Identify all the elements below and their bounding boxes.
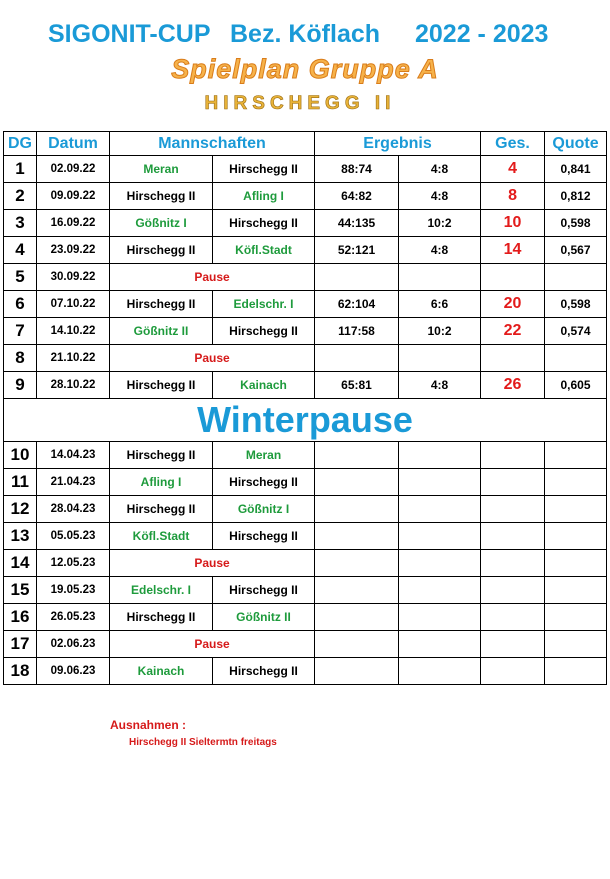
match-date: 09.09.22 (37, 183, 110, 210)
score-cell (315, 469, 399, 496)
table-row (4, 372, 607, 399)
score-cell (315, 631, 399, 658)
ges-cell (481, 264, 545, 291)
away-team: Afling I (213, 183, 315, 210)
table-row (4, 291, 607, 318)
ges-cell (481, 496, 545, 523)
home-team: Hirschegg II (110, 291, 213, 318)
round-number: 16 (4, 604, 37, 631)
round-number: 15 (4, 577, 37, 604)
score-cell: 44:135 (315, 210, 399, 237)
ges-cell (481, 469, 545, 496)
match-date: 16.09.22 (37, 210, 110, 237)
notes-text: Hirschegg II Sieltermtn freitags (129, 737, 277, 748)
table-row (4, 523, 607, 550)
winter-break-row (4, 399, 607, 442)
home-team: Meran (110, 156, 213, 183)
points-cell (399, 523, 481, 550)
home-team: Hirschegg II (110, 372, 213, 399)
quote-cell (545, 577, 607, 604)
match-date: 30.09.22 (37, 264, 110, 291)
home-team: Hirschegg II (110, 237, 213, 264)
home-team: Afling I (110, 469, 213, 496)
away-team: Gößnitz II (213, 604, 315, 631)
score-cell: 117:58 (315, 318, 399, 345)
points-cell: 10:2 (399, 210, 481, 237)
home-team: Kainach (110, 658, 213, 685)
score-cell (315, 442, 399, 469)
points-cell (399, 631, 481, 658)
table-row (4, 631, 607, 658)
pause-label: Pause (110, 345, 315, 372)
score-cell (315, 577, 399, 604)
quote-cell (545, 631, 607, 658)
points-cell (399, 345, 481, 372)
points-cell: 4:8 (399, 372, 481, 399)
quote-cell (545, 523, 607, 550)
match-date: 05.05.23 (37, 523, 110, 550)
match-date: 21.04.23 (37, 469, 110, 496)
ges-cell: 22 (481, 318, 545, 345)
score-cell: 65:81 (315, 372, 399, 399)
quote-cell: 0,574 (545, 318, 607, 345)
round-number: 6 (4, 291, 37, 318)
ges-cell (481, 577, 545, 604)
away-team: Hirschegg II (213, 658, 315, 685)
winter-break-label: Winterpause (4, 399, 607, 442)
points-cell (399, 604, 481, 631)
home-team: Köfl.Stadt (110, 523, 213, 550)
points-cell (399, 264, 481, 291)
pause-label: Pause (110, 264, 315, 291)
ges-cell (481, 345, 545, 372)
schedule-subtitle: Spielplan Gruppe A (171, 54, 439, 84)
col-ges: Ges. (481, 132, 545, 156)
home-team: Hirschegg II (110, 442, 213, 469)
points-cell (399, 577, 481, 604)
table-row (4, 658, 607, 685)
away-team: Hirschegg II (213, 318, 315, 345)
match-date: 07.10.22 (37, 291, 110, 318)
round-number: 4 (4, 237, 37, 264)
ges-cell (481, 442, 545, 469)
first-half-rows (4, 156, 607, 399)
round-number: 5 (4, 264, 37, 291)
title-line (0, 20, 610, 52)
pause-label: Pause (110, 550, 315, 577)
points-cell: 10:2 (399, 318, 481, 345)
second-half-rows (4, 442, 607, 685)
ges-cell (481, 523, 545, 550)
table-row (4, 183, 607, 210)
table-row (4, 442, 607, 469)
pause-label: Pause (110, 631, 315, 658)
round-number: 3 (4, 210, 37, 237)
score-cell (315, 658, 399, 685)
ges-cell: 20 (481, 291, 545, 318)
col-mannschaften: Mannschaften (110, 132, 315, 156)
table-row (4, 210, 607, 237)
away-team: Hirschegg II (213, 523, 315, 550)
away-team: Meran (213, 442, 315, 469)
match-date: 02.06.23 (37, 631, 110, 658)
match-date: 23.09.22 (37, 237, 110, 264)
match-date: 28.04.23 (37, 496, 110, 523)
points-cell: 4:8 (399, 183, 481, 210)
ges-cell (481, 550, 545, 577)
away-team: Hirschegg II (213, 469, 315, 496)
round-number: 14 (4, 550, 37, 577)
quote-cell (545, 658, 607, 685)
round-number: 13 (4, 523, 37, 550)
quote-cell: 0,598 (545, 210, 607, 237)
score-cell (315, 345, 399, 372)
quote-cell (545, 496, 607, 523)
quote-cell: 0,605 (545, 372, 607, 399)
match-date: 26.05.23 (37, 604, 110, 631)
col-dg: DG (4, 132, 37, 156)
points-cell (399, 496, 481, 523)
quote-cell: 0,598 (545, 291, 607, 318)
round-number: 8 (4, 345, 37, 372)
ges-cell (481, 604, 545, 631)
quote-cell (545, 442, 607, 469)
match-date: 09.06.23 (37, 658, 110, 685)
quote-cell: 0,841 (545, 156, 607, 183)
points-cell (399, 658, 481, 685)
away-team: Hirschegg II (213, 577, 315, 604)
match-date: 28.10.22 (37, 372, 110, 399)
district-title: Bez. Köflach (230, 20, 381, 48)
quote-cell (545, 550, 607, 577)
table-row (4, 469, 607, 496)
round-number: 1 (4, 156, 37, 183)
round-number: 10 (4, 442, 37, 469)
ges-cell: 26 (481, 372, 545, 399)
score-cell: 62:104 (315, 291, 399, 318)
home-team: Hirschegg II (110, 604, 213, 631)
team-title: HIRSCHEGG II (204, 93, 396, 114)
score-cell: 64:82 (315, 183, 399, 210)
away-team: Köfl.Stadt (213, 237, 315, 264)
quote-cell: 0,812 (545, 183, 607, 210)
table-row (4, 577, 607, 604)
round-number: 7 (4, 318, 37, 345)
round-number: 2 (4, 183, 37, 210)
col-quote: Quote (545, 132, 607, 156)
round-number: 17 (4, 631, 37, 658)
match-date: 14.10.22 (37, 318, 110, 345)
ges-cell (481, 631, 545, 658)
score-cell (315, 264, 399, 291)
quote-cell (545, 345, 607, 372)
away-team: Hirschegg II (213, 210, 315, 237)
table-row (4, 550, 607, 577)
away-team: Edelschr. I (213, 291, 315, 318)
home-team: Hirschegg II (110, 183, 213, 210)
score-cell (315, 604, 399, 631)
score-cell: 52:121 (315, 237, 399, 264)
round-number: 18 (4, 658, 37, 685)
quote-cell (545, 469, 607, 496)
match-date: 21.10.22 (37, 345, 110, 372)
score-cell (315, 523, 399, 550)
ges-cell: 10 (481, 210, 545, 237)
ges-cell: 4 (481, 156, 545, 183)
home-team: Gößnitz I (110, 210, 213, 237)
table-row (4, 496, 607, 523)
quote-cell (545, 604, 607, 631)
table-row (4, 604, 607, 631)
season-title: 2022 - 2023 (415, 20, 549, 48)
points-cell (399, 469, 481, 496)
points-cell: 4:8 (399, 237, 481, 264)
away-team: Gößnitz I (213, 496, 315, 523)
schedule-table (3, 131, 607, 685)
score-cell (315, 550, 399, 577)
points-cell: 6:6 (399, 291, 481, 318)
home-team: Hirschegg II (110, 496, 213, 523)
table-row (4, 156, 607, 183)
away-team: Kainach (213, 372, 315, 399)
table-row (4, 318, 607, 345)
col-ergebnis: Ergebnis (315, 132, 481, 156)
round-number: 12 (4, 496, 37, 523)
col-datum: Datum (37, 132, 110, 156)
home-team: Edelschr. I (110, 577, 213, 604)
match-date: 12.05.23 (37, 550, 110, 577)
points-cell: 4:8 (399, 156, 481, 183)
notes-title: Ausnahmen : (110, 718, 187, 732)
round-number: 11 (4, 469, 37, 496)
cup-title: SIGONIT-CUP (48, 20, 211, 48)
points-cell (399, 550, 481, 577)
away-team: Hirschegg II (213, 156, 315, 183)
ges-cell (481, 658, 545, 685)
match-date: 14.04.23 (37, 442, 110, 469)
ges-cell: 8 (481, 183, 545, 210)
score-cell (315, 496, 399, 523)
match-date: 19.05.23 (37, 577, 110, 604)
table-row (4, 264, 607, 291)
points-cell (399, 442, 481, 469)
table-row (4, 345, 607, 372)
quote-cell (545, 264, 607, 291)
round-number: 9 (4, 372, 37, 399)
table-row (4, 237, 607, 264)
quote-cell: 0,567 (545, 237, 607, 264)
score-cell: 88:74 (315, 156, 399, 183)
header-row (4, 132, 607, 156)
match-date: 02.09.22 (37, 156, 110, 183)
home-team: Gößnitz II (110, 318, 213, 345)
ges-cell: 14 (481, 237, 545, 264)
